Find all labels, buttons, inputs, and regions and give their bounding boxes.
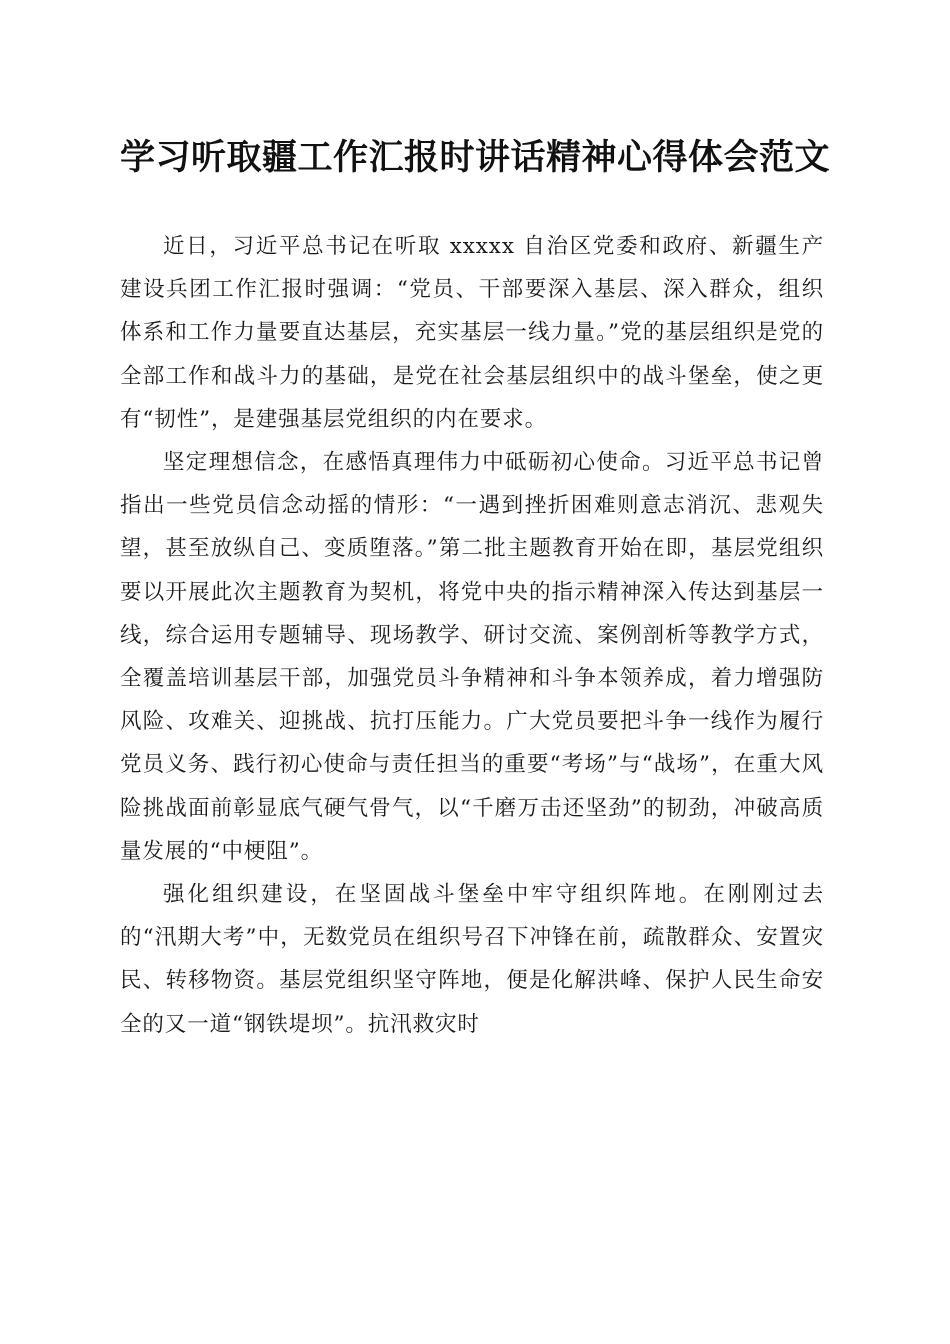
paragraph-intro: 近日，习近平总书记在听取 xxxxx 自治区党委和政府、新疆生产建设兵团工作汇报时强调：“党员、干部要深入基层、深入群众，组织体系和工作力量要直达基层，充实基层一线力量。”党的基层组织是党的全部工作和战斗力的基础，是党在社会基层组织中的战斗堡垒，使之更有“韧性”，是建强基层党组织的内在要求。 — [120, 234, 824, 432]
paragraph-ideals: 坚定理想信念，在感悟真理伟力中砥砺初心使命。习近平总书记曾指出一些党员信念动摇的情形：“一遇到挫折困难则意志消沉、悲观失望，甚至放纵自己、变质堕落。”第二批主题教育开始在即，基层党组织要以开展此次主题教育为契机，将党中央的指示精神深入传达到基层一线，综合运用专题辅导、现场教学、研讨交流、案例剖析等教学方式，全覆盖培训基层干部，加强党员斗争精神和斗争本领养成，着力增强防风险、攻难关、迎挑战、抗打压能力。广大党员要把斗争一线作为履行党员义务、践行初心使命与责任担当的重要“考场”与“战场”，在重大风险挑战面前彰显底气硬气骨气，以“千磨万击还坚劲”的韧劲，冲破高质量发展的“中梗阻”。 — [120, 450, 824, 864]
document-title: 学习听取疆工作汇报时讲话精神心得体会范文 — [119, 137, 830, 178]
document-body — [120, 225, 824, 1046]
paragraph-organization: 强化组织建设，在坚固战斗堡垒中牢守组织阵地。在刚刚过去的“汛期大考”中，无数党员在组织号召下冲锋在前，疏散群众、安置灾民、转移物资。基层党组织坚守阵地，便是化解洪峰、保护人民生命安全的又一道“钢铁堤坝”。抗汛救灾时 — [120, 882, 824, 1037]
